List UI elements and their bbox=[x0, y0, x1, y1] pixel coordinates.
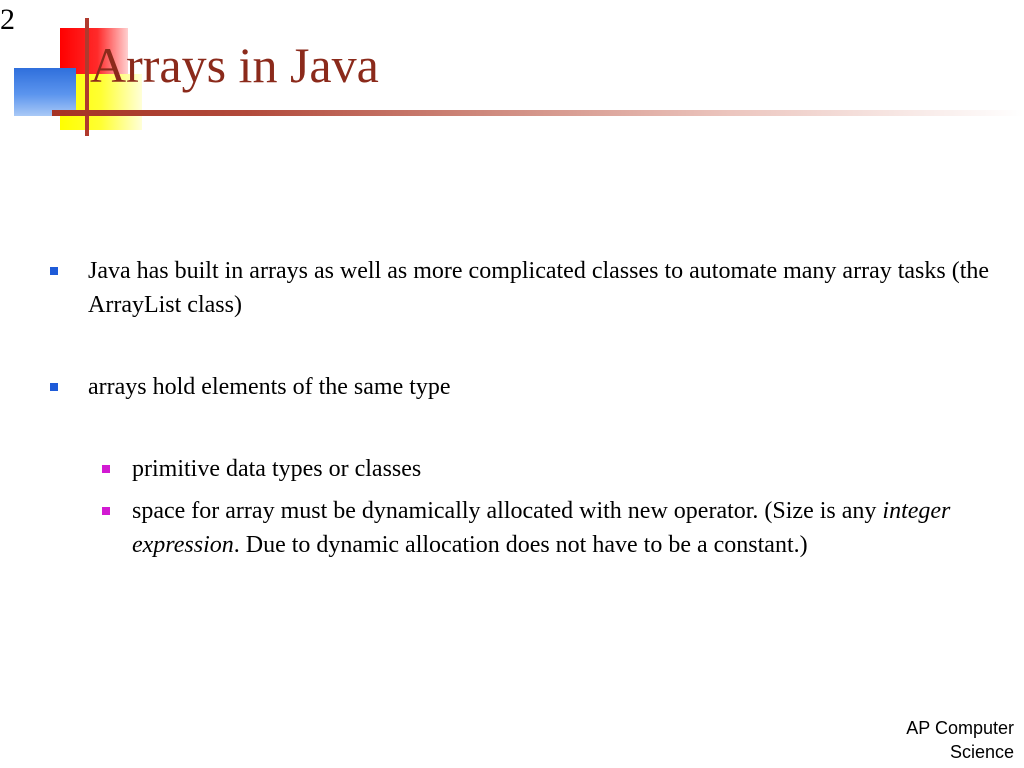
bullet-item bbox=[88, 370, 998, 404]
sub-bullet-text-part: . Due to dynamic allocation does not have to be a constant.) bbox=[233, 532, 808, 558]
slide-number: 2 bbox=[0, 3, 15, 36]
sub-bullet-text: primitive data types or classes bbox=[132, 456, 422, 482]
bullet-item bbox=[88, 254, 998, 322]
square-bullet-icon bbox=[50, 267, 58, 275]
footer-line: Science bbox=[949, 742, 1014, 762]
bullet-text: arrays hold elements of the same type bbox=[88, 374, 451, 400]
bullet-text: Java has built in arrays as well as more complicated classes to automate many array tasks (the ArrayList class) bbox=[88, 258, 990, 318]
square-sub-bullet-icon bbox=[102, 465, 110, 473]
sub-bullet-item bbox=[132, 494, 982, 562]
sub-bullet-italic-text: integer expression bbox=[132, 498, 951, 558]
footer-label bbox=[906, 716, 1014, 764]
footer-line: AP Computer bbox=[906, 718, 1014, 738]
slide-title: Arrays in Java bbox=[90, 37, 379, 93]
sub-bullet-text-part: space for array must be dynamically allocated with new operator. (Size is any bbox=[132, 498, 883, 524]
square-bullet-icon bbox=[50, 383, 58, 391]
square-sub-bullet-icon bbox=[102, 507, 110, 515]
sub-bullet-item bbox=[132, 452, 982, 486]
